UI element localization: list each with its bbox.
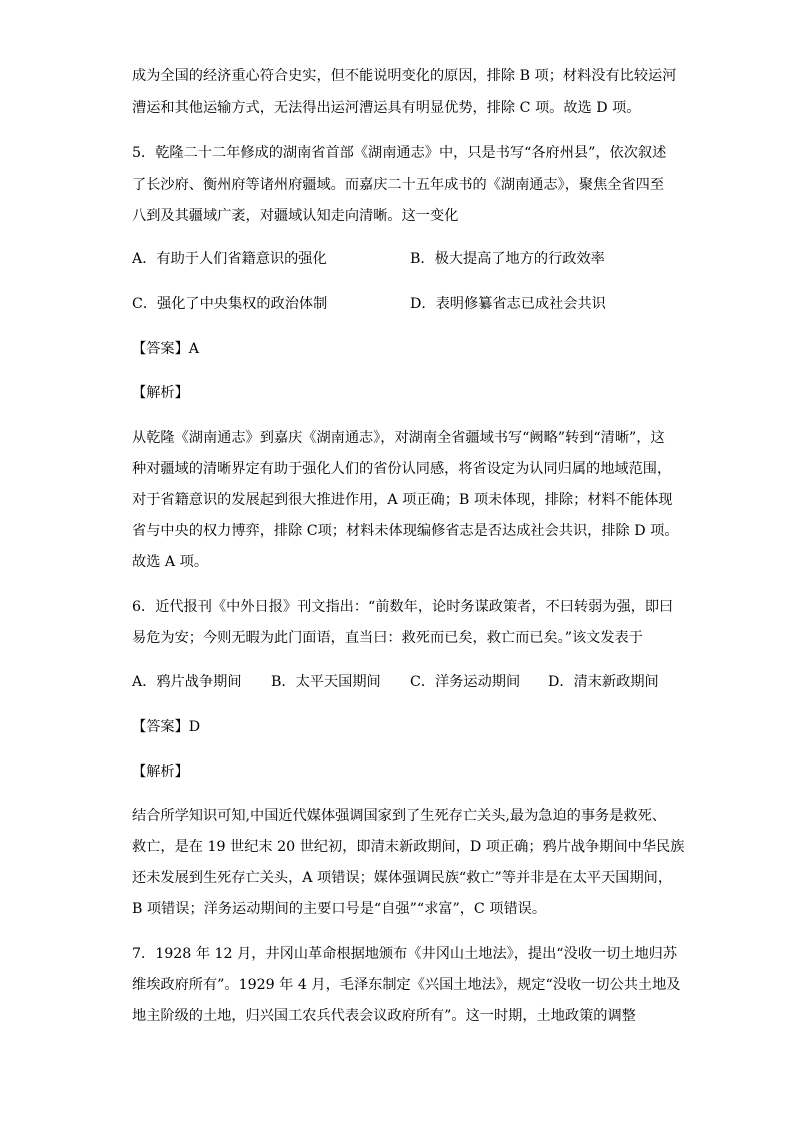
answer-label: 【答案】A <box>132 341 199 357</box>
analysis-line: 故选 A 项。 <box>132 554 209 570</box>
option-c: C．强化了中央集权的政治体制 <box>132 296 328 312</box>
intro-line: 成为全国的经济重心符合史实，但不能说明变化的原因，排除 B 项；材料没有比较运河 <box>132 68 677 84</box>
question-stem-line: 地主阶级的土地，归兴国工农兵代表会议政府所有”。这一时期，土地政策的调整 <box>132 1008 636 1024</box>
analysis-label: 【解析】 <box>132 385 189 401</box>
intro-line: 漕运和其他运输方式，无法得出运河漕运具有明显优势，排除 C 项。故选 D 项。 <box>132 100 641 116</box>
analysis-line: 结合所学知识可知,中国近代媒体强调国家到了生死存亡关头,最为急迫的事务是救死、 <box>132 808 666 824</box>
question-stem-line: 5．乾隆二十二年修成的湖南省首部《湖南通志》中，只是书写“各府州县”，依次叙述 <box>132 145 667 161</box>
analysis-line: 对于省籍意识的发展起到很大推进作用，A 项正确；B 项未体现，排除；材料不能体现 <box>132 492 673 508</box>
analysis-line: 种对疆域的清晰界定有助于强化人们的省份认同感，将省设定为认同归属的地域范围， <box>132 461 672 477</box>
option-c: C．洋务运动期间 <box>410 674 521 690</box>
option-a: A．有助于人们省籍意识的强化 <box>132 251 327 267</box>
question-stem-line: 维埃政府所有”。1929 年 4 月，毛泽东制定《兴国土地法》，规定“没收一切公共土地及 <box>132 977 681 993</box>
answer-label: 【答案】D <box>132 719 201 735</box>
analysis-line: 救亡，是在 19 世纪末 20 世纪初，即清末新政期间，D 项正确；鸦片战争期间中华民族 <box>132 839 685 855</box>
question-stem-line: 7．1928 年 12 月，井冈山革命根据地颁布《井冈山土地法》，提出“没收一切土地归苏 <box>132 946 678 962</box>
analysis-line: 还未发展到生死存亡关头，A 项错误；媒体强调民族“救亡”等并非是在太平天国期间， <box>132 870 673 886</box>
option-d: D．表明修纂省志已成社会共识 <box>410 296 606 312</box>
option-d: D．清末新政期间 <box>548 674 659 690</box>
question-stem-line: 易危为安；今则无暇为此门面语，直当曰：救死而已矣，救亡而已矣。”该文发表于 <box>132 630 643 646</box>
option-b: B．太平天国期间 <box>271 674 381 690</box>
option-a: A．鸦片战争期间 <box>132 674 242 690</box>
analysis-line: B 项错误；洋务运动期间的主要口号是“自强”“求富”，C 项错误。 <box>132 901 547 917</box>
question-stem-line: 6．近代报刊《中外日报》刊文指出：“前数年，论时务谋政策者，不曰转弱为强，即曰 <box>132 599 674 615</box>
question-stem-line: 了长沙府、衡州府等诸州府疆域。而嘉庆二十五年成书的《湖南通志》，聚焦全省四至 <box>132 177 665 193</box>
option-b: B．极大提高了地方的行政效率 <box>410 251 605 267</box>
analysis-label: 【解析】 <box>132 764 189 780</box>
analysis-line: 省与中央的权力博弈，排除 C项；材料未体现编修省志是否达成社会共识，排除 D 项。 <box>132 523 679 539</box>
analysis-line: 从乾隆《湖南通志》到嘉庆《湖南通志》，对湖南全省疆域书写“阙略”转到“清晰”，这 <box>132 430 665 446</box>
question-stem-line: 八到及其疆域广袤，对疆域认知走向清晰。这一变化 <box>132 208 459 224</box>
